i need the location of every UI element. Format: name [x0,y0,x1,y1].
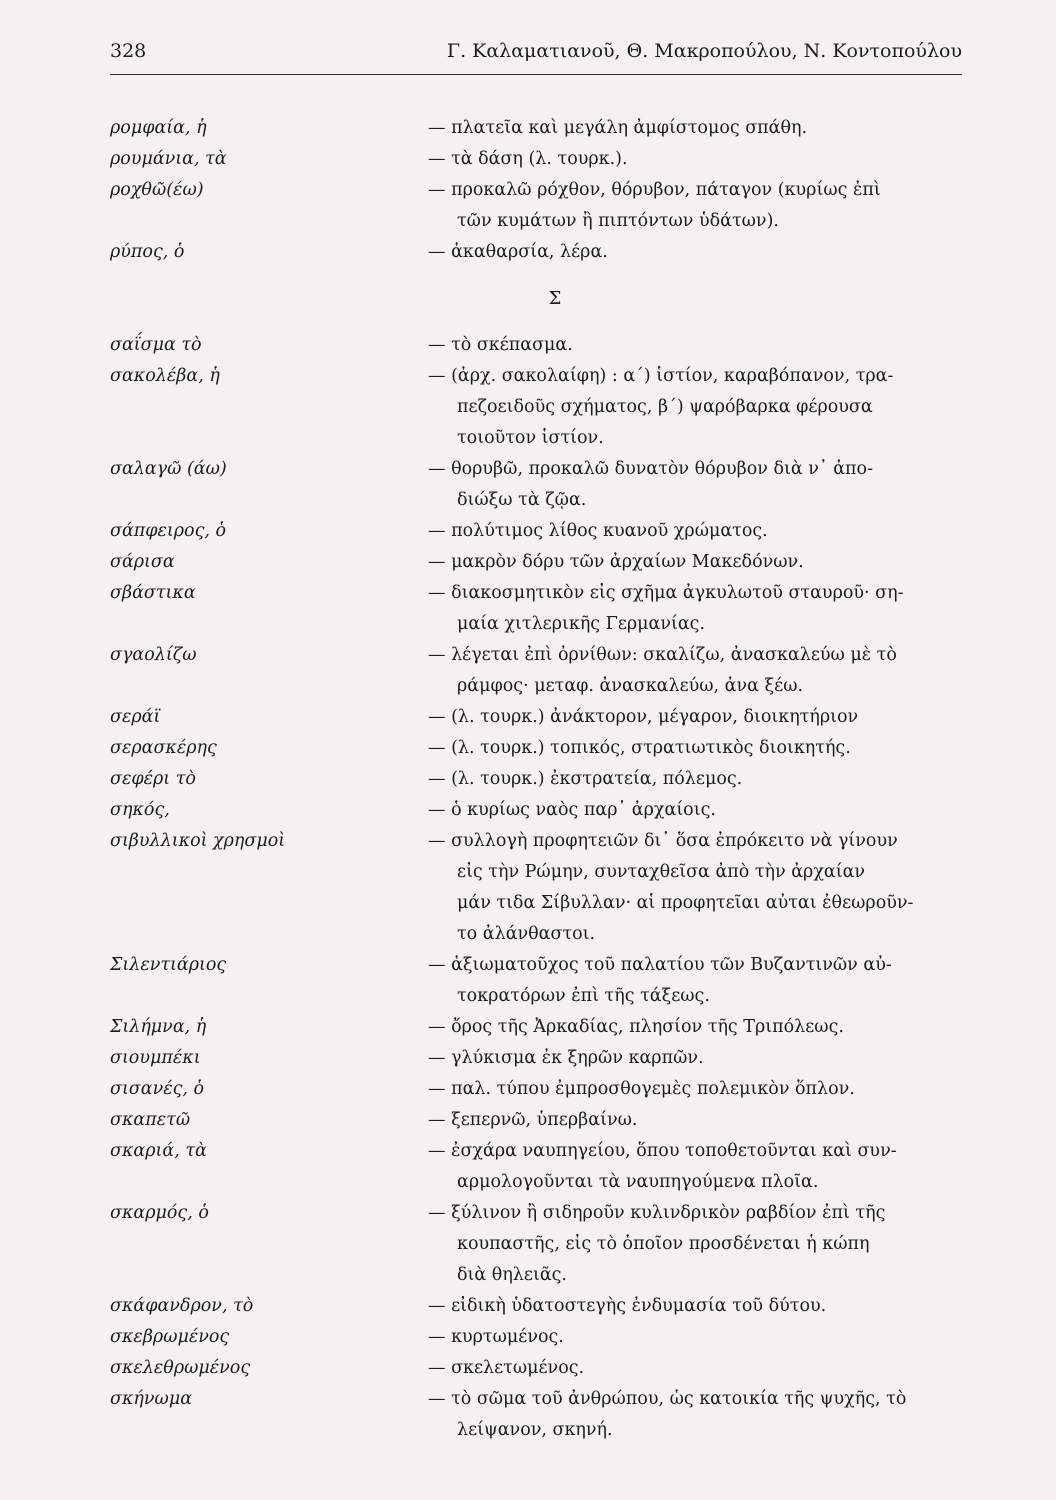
entry-group-rho [110,113,970,268]
entry-definition [428,547,970,578]
entry-term: Σιλεντιάριος [110,955,227,975]
glossary-entry [110,1012,970,1043]
header-rule [110,74,962,75]
entry-term: σάπφειρος, ὁ [110,521,227,541]
glossary-entry [110,1291,970,1322]
entry-term: σκεβρωμένος [110,1327,230,1347]
definition-line: — λέγεται ἐπὶ ὀρνίθων: σκαλίζω, ἀνασκαλεύω μὲ τὸ [428,645,897,665]
definition-line: πεζοειδοῦς σχήματος, β΄) ψαρόβαρκα φέρουσα [457,397,873,417]
definition-line: — (λ. τουρκ.) τοπικός, στρατιωτικὸς διοικητής. [428,738,851,758]
definition-line: — ἀξιωματοῦχος τοῦ παλατίου τῶν Βυζαντινῶν αὐ- [428,955,892,975]
entry-term: σάρισα [110,552,175,572]
definition-line: — ἀκαθαρσία, λέρα. [428,242,608,262]
glossary-entry [110,764,970,795]
definition-line: — (ἀρχ. σακολαίφη) : α΄) ἱστίον, καραβόπανον, τρα- [428,366,894,386]
entry-definition [428,1322,970,1353]
entry-term: σκάφανδρον, τὸ [110,1296,254,1316]
entry-definition [428,795,970,826]
entry-term: σκαριά, τὰ [110,1141,207,1161]
definition-line: — διακοσμητικὸν εἰς σχῆμα ἀγκυλωτοῦ σταυροῦ· ση- [428,583,904,603]
entry-definition [428,733,970,764]
definition-line: — σκελετωμένος. [428,1358,585,1378]
glossary-entry [110,826,970,950]
entry-definition [428,1136,970,1198]
entry-definition [428,1291,970,1322]
entry-definition [428,1074,970,1105]
glossary-entry [110,640,970,702]
entry-term: ρομφαία, ἡ [110,118,207,138]
entry-term: σγαολίζω [110,645,197,665]
definition-line: τοκρατόρων ἐπὶ τῆς τάξεως. [457,986,710,1006]
entry-definition [428,361,970,454]
running-head-authors: Γ. Καλαματιανοῦ, Θ. Μακροπούλου, Ν. Κοντοπούλου [446,40,962,62]
entry-term: σκαρμός, ὁ [110,1203,209,1223]
entry-definition [428,1043,970,1074]
entry-definition [428,640,970,702]
glossary-entry [110,950,970,1012]
definition-line: — τὸ σκέπασμα. [428,335,573,355]
entry-group-sigma [110,330,970,1446]
definition-line: διώξω τὰ ζῷα. [457,490,587,510]
entry-term: σκελεθρωμένος [110,1358,251,1378]
glossary-entry [110,361,970,454]
entry-definition [428,702,970,733]
glossary-entry [110,578,970,640]
entry-term: ρουμάνια, τὰ [110,149,227,169]
entry-term: σεφέρι τὸ [110,769,196,789]
glossary-entry [110,1198,970,1291]
definition-line: εἰς τὴν Ρώμην, συνταχθεῖσα ἀπὸ τὴν ἀρχαίαν [457,862,866,882]
entry-term: σαΐσμα τὸ [110,335,202,355]
definition-line: το ἀλάνθαστοι. [457,924,596,944]
entry-definition [428,1198,970,1291]
glossary-entry [110,1136,970,1198]
entry-term: σιουμπέκι [110,1048,201,1068]
section-letter-sigma: Σ [548,288,562,309]
definition-line: — κυρτωμένος. [428,1327,564,1347]
definition-line: — γλύκισμα ἐκ ξηρῶν καρπῶν. [428,1048,704,1068]
entry-definition [428,330,970,361]
definition-line: — ὁ κυρίως ναὸς παρ᾽ ἀρχαίοις. [428,800,716,820]
entry-definition [428,237,970,268]
definition-line: — προκαλῶ ρόχθον, θόρυβον, πάταγον (κυρίως ἐπὶ [428,180,881,200]
definition-line: — ξύλινον ἢ σιδηροῦν κυλινδρικὸν ραβδίον ἐπὶ τῆς [428,1203,886,1223]
entry-definition [428,764,970,795]
definition-line: — εἰδικὴ ὑδατοστεγὴς ἐνδυμασία τοῦ δύτου. [428,1296,827,1316]
definition-line: — ὄρος τῆς Ἀρκαδίας, πλησίον τῆς Τριπόλεως. [428,1017,844,1037]
definition-line: λείψανον, σκηνή. [457,1420,613,1440]
definition-line: — πλατεῖα καὶ μεγάλη ἀμφίστομος σπάθη. [428,118,808,138]
definition-line: — θορυβῶ, προκαλῶ δυνατὸν θόρυβον διὰ ν᾽ ἀπο- [428,459,873,479]
glossary-entry [110,795,970,826]
entry-term: σερασκέρης [110,738,217,758]
entry-term: σκήνωμα [110,1389,193,1409]
entry-term: ροχθῶ(έω) [110,180,204,200]
entry-definition [428,454,970,516]
glossary-entry [110,733,970,764]
entry-definition [428,1105,970,1136]
glossary-entry [110,1074,970,1105]
glossary-entry [110,330,970,361]
glossary-entry [110,144,970,175]
page-number: 328 [110,40,147,62]
glossary-entry [110,516,970,547]
entry-term: ρύπος, ὁ [110,242,185,262]
definition-line: — παλ. τύπου ἐμπροσθογεμὲς πολεμικὸν ὅπλον. [428,1079,855,1099]
definition-line: κουπαστῆς, εἰς τὸ ὁποῖον προσδένεται ἡ κώπη [457,1234,870,1254]
entry-definition [428,1012,970,1043]
entry-term: σεράϊ [110,707,161,727]
glossary-entry [110,1043,970,1074]
definition-line: — (λ. τουρκ.) ἀνάκτορον, μέγαρον, διοικητήριον [428,707,859,727]
entry-definition [428,826,970,950]
glossary-entry [110,1322,970,1353]
definition-line: αρμολογοῦνται τὰ ναυπηγούμενα πλοῖα. [457,1172,819,1192]
entry-definition [428,113,970,144]
definition-line: — μακρὸν δόρυ τῶν ἀρχαίων Μακεδόνων. [428,552,804,572]
entry-term: σιβυλλικοὶ χρησμοὶ [110,831,286,851]
definition-line: — ξεπερνῶ, ὑπερβαίνω. [428,1110,638,1130]
glossary-entries [110,113,970,1446]
glossary-entry [110,454,970,516]
entry-term: σισανές, ὁ [110,1079,205,1099]
entry-term: Σιλήμνα, ἡ [110,1017,207,1037]
entry-definition [428,1353,970,1384]
entry-definition [428,144,970,175]
page-header [110,40,962,62]
entry-definition [428,175,970,237]
entry-term: σηκός, [110,800,170,820]
entry-definition [428,578,970,640]
definition-line: μαία χιτλερικῆς Γερμανίας. [457,614,706,634]
definition-line: διὰ θηλειᾶς. [457,1265,567,1285]
entry-definition [428,1384,970,1446]
definition-line: — τὸ σῶμα τοῦ ἀνθρώπου, ὡς κατοικία τῆς ψυχῆς, τὸ [428,1389,907,1409]
entry-definition [428,950,970,1012]
entry-term: σβάστικα [110,583,196,603]
definition-line: — συλλογὴ προφητειῶν δι᾽ ὅσα ἐπρόκειτο νὰ γίνουν [428,831,898,851]
definition-line: — τὰ δάση (λ. τουρκ.). [428,149,628,169]
definition-line: ράμφος· μεταφ. ἀνασκαλεύω, ἀνα ξέω. [457,676,804,696]
glossary-entry [110,1384,970,1446]
entry-term: σακολέβα, ἡ [110,366,220,386]
definition-line: — ἐσχάρα ναυπηγείου, ὅπου τοποθετοῦνται καὶ συν- [428,1141,897,1161]
glossary-entry [110,113,970,144]
glossary-entry [110,547,970,578]
definition-line: — (λ. τουρκ.) ἐκστρατεία, πόλεμος. [428,769,743,789]
entry-term: σαλαγῶ (άω) [110,459,227,479]
glossary-entry [110,175,970,237]
definition-line: μάν τιδα Σίβυλλαν· αἱ προφητεῖαι αὐται ἐθεωροῦν- [457,893,914,913]
definition-line: τῶν κυμάτων ἢ πιπτόντων ὑδάτων). [457,211,779,231]
definition-line: τοιοῦτον ἱστίον. [457,428,604,448]
entry-definition [428,516,970,547]
glossary-entry [110,1353,970,1384]
glossary-entry [110,1105,970,1136]
entry-term: σκαπετῶ [110,1110,191,1130]
glossary-entry [110,702,970,733]
definition-line: — πολύτιμος λίθος κυανοῦ χρώματος. [428,521,768,541]
glossary-entry [110,237,970,268]
